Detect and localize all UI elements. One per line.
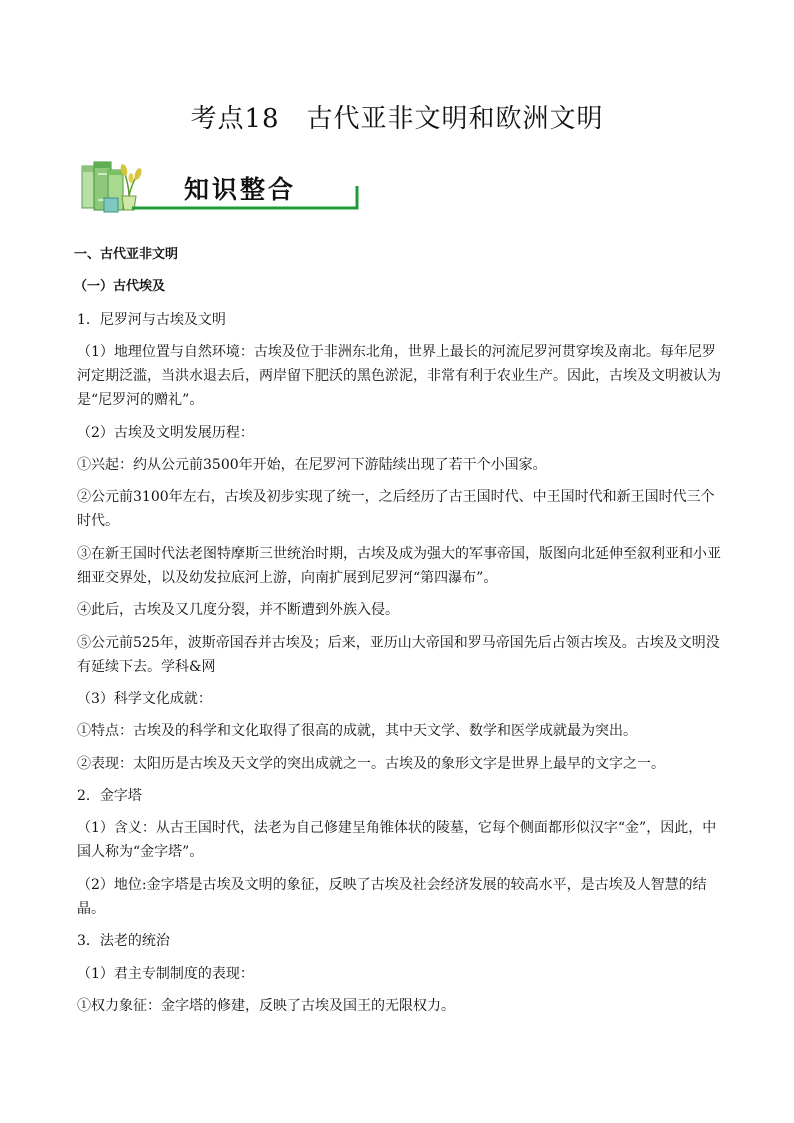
body-paragraph: （1）地理位置与自然环境：古埃及位于非洲东北角，世界上最长的河流尼罗河贯穿埃及南北。每年尼罗河定期泛滥，当洪水退去后，两岸留下肥沃的黑色淤泥，非常有利于农业生产。因此，古埃及文明被认为是“尼罗河的赠礼”。 bbox=[77, 344, 721, 409]
body-paragraph: ①特点：古埃及的科学和文化取得了很高的成就，其中天文学、数学和医学成就最为突出。 bbox=[77, 723, 637, 740]
body-paragraph: ②表现：太阳历是古埃及天文学的突出成就之一。古埃及的象形文字是世界上最早的文字之一。 bbox=[77, 755, 665, 772]
body-paragraph: （2）地位:金字塔是古埃及文明的象征，反映了古埃及社会经济发展的较高水平，是古埃及人智慧的结晶。 bbox=[77, 876, 707, 917]
body-paragraph: ③在新王国时代法老图特摩斯三世统治时期，古埃及成为强大的军事帝国，版图向北延伸至叙利亚和小亚细亚交界处，以及幼发拉底河上游，向南扩展到尼罗河“第四瀑布”。 bbox=[77, 545, 721, 586]
banner-label: 知识整合 bbox=[184, 175, 297, 204]
section-banner bbox=[74, 156, 364, 218]
page-title: 考点18 古代亚非文明和欧洲文明 bbox=[190, 104, 604, 134]
body-paragraph: （1）君主专制制度的表现： bbox=[77, 965, 254, 982]
body-paragraph: ⑤公元前525年，波斯帝国吞并古埃及；后来，亚历山大帝国和罗马帝国先后占领古埃及。古埃及文明没有延续下去。学科&网 bbox=[77, 634, 720, 675]
body-paragraph: 1．尼罗河与古埃及文明 bbox=[77, 311, 226, 328]
body-paragraph: ①兴起：约从公元前3500年开始，在尼罗河下游陆续出现了若干个小国家。 bbox=[77, 456, 547, 473]
body-paragraph: ④此后，古埃及又几度分裂，并不断遭到外族入侵。 bbox=[77, 602, 399, 619]
document-body bbox=[74, 243, 726, 1026]
body-paragraph: 3．法老的统治 bbox=[77, 933, 170, 950]
body-paragraph: ①权力象征：金字塔的修建，反映了古埃及国王的无限权力。 bbox=[77, 998, 455, 1015]
body-paragraph: ②公元前3100年左右，古埃及初步实现了统一，之后经历了古王国时代、中王国时代和新王国时代三个时代。 bbox=[77, 489, 715, 530]
body-paragraph: （1）含义：从古王国时代，法老为自己修建呈角锥体状的陵墓，它每个侧面都形似汉字“金”，因此，中国人称为“金字塔”。 bbox=[77, 820, 717, 861]
body-paragraph: 2．金字塔 bbox=[77, 788, 142, 805]
body-paragraph: （3）科学文化成就： bbox=[77, 690, 212, 707]
section-heading: （一）古代埃及 bbox=[74, 279, 166, 295]
section-heading: 一、古代亚非文明 bbox=[74, 247, 179, 262]
body-paragraph: （2）古埃及文明发展历程： bbox=[77, 424, 254, 441]
